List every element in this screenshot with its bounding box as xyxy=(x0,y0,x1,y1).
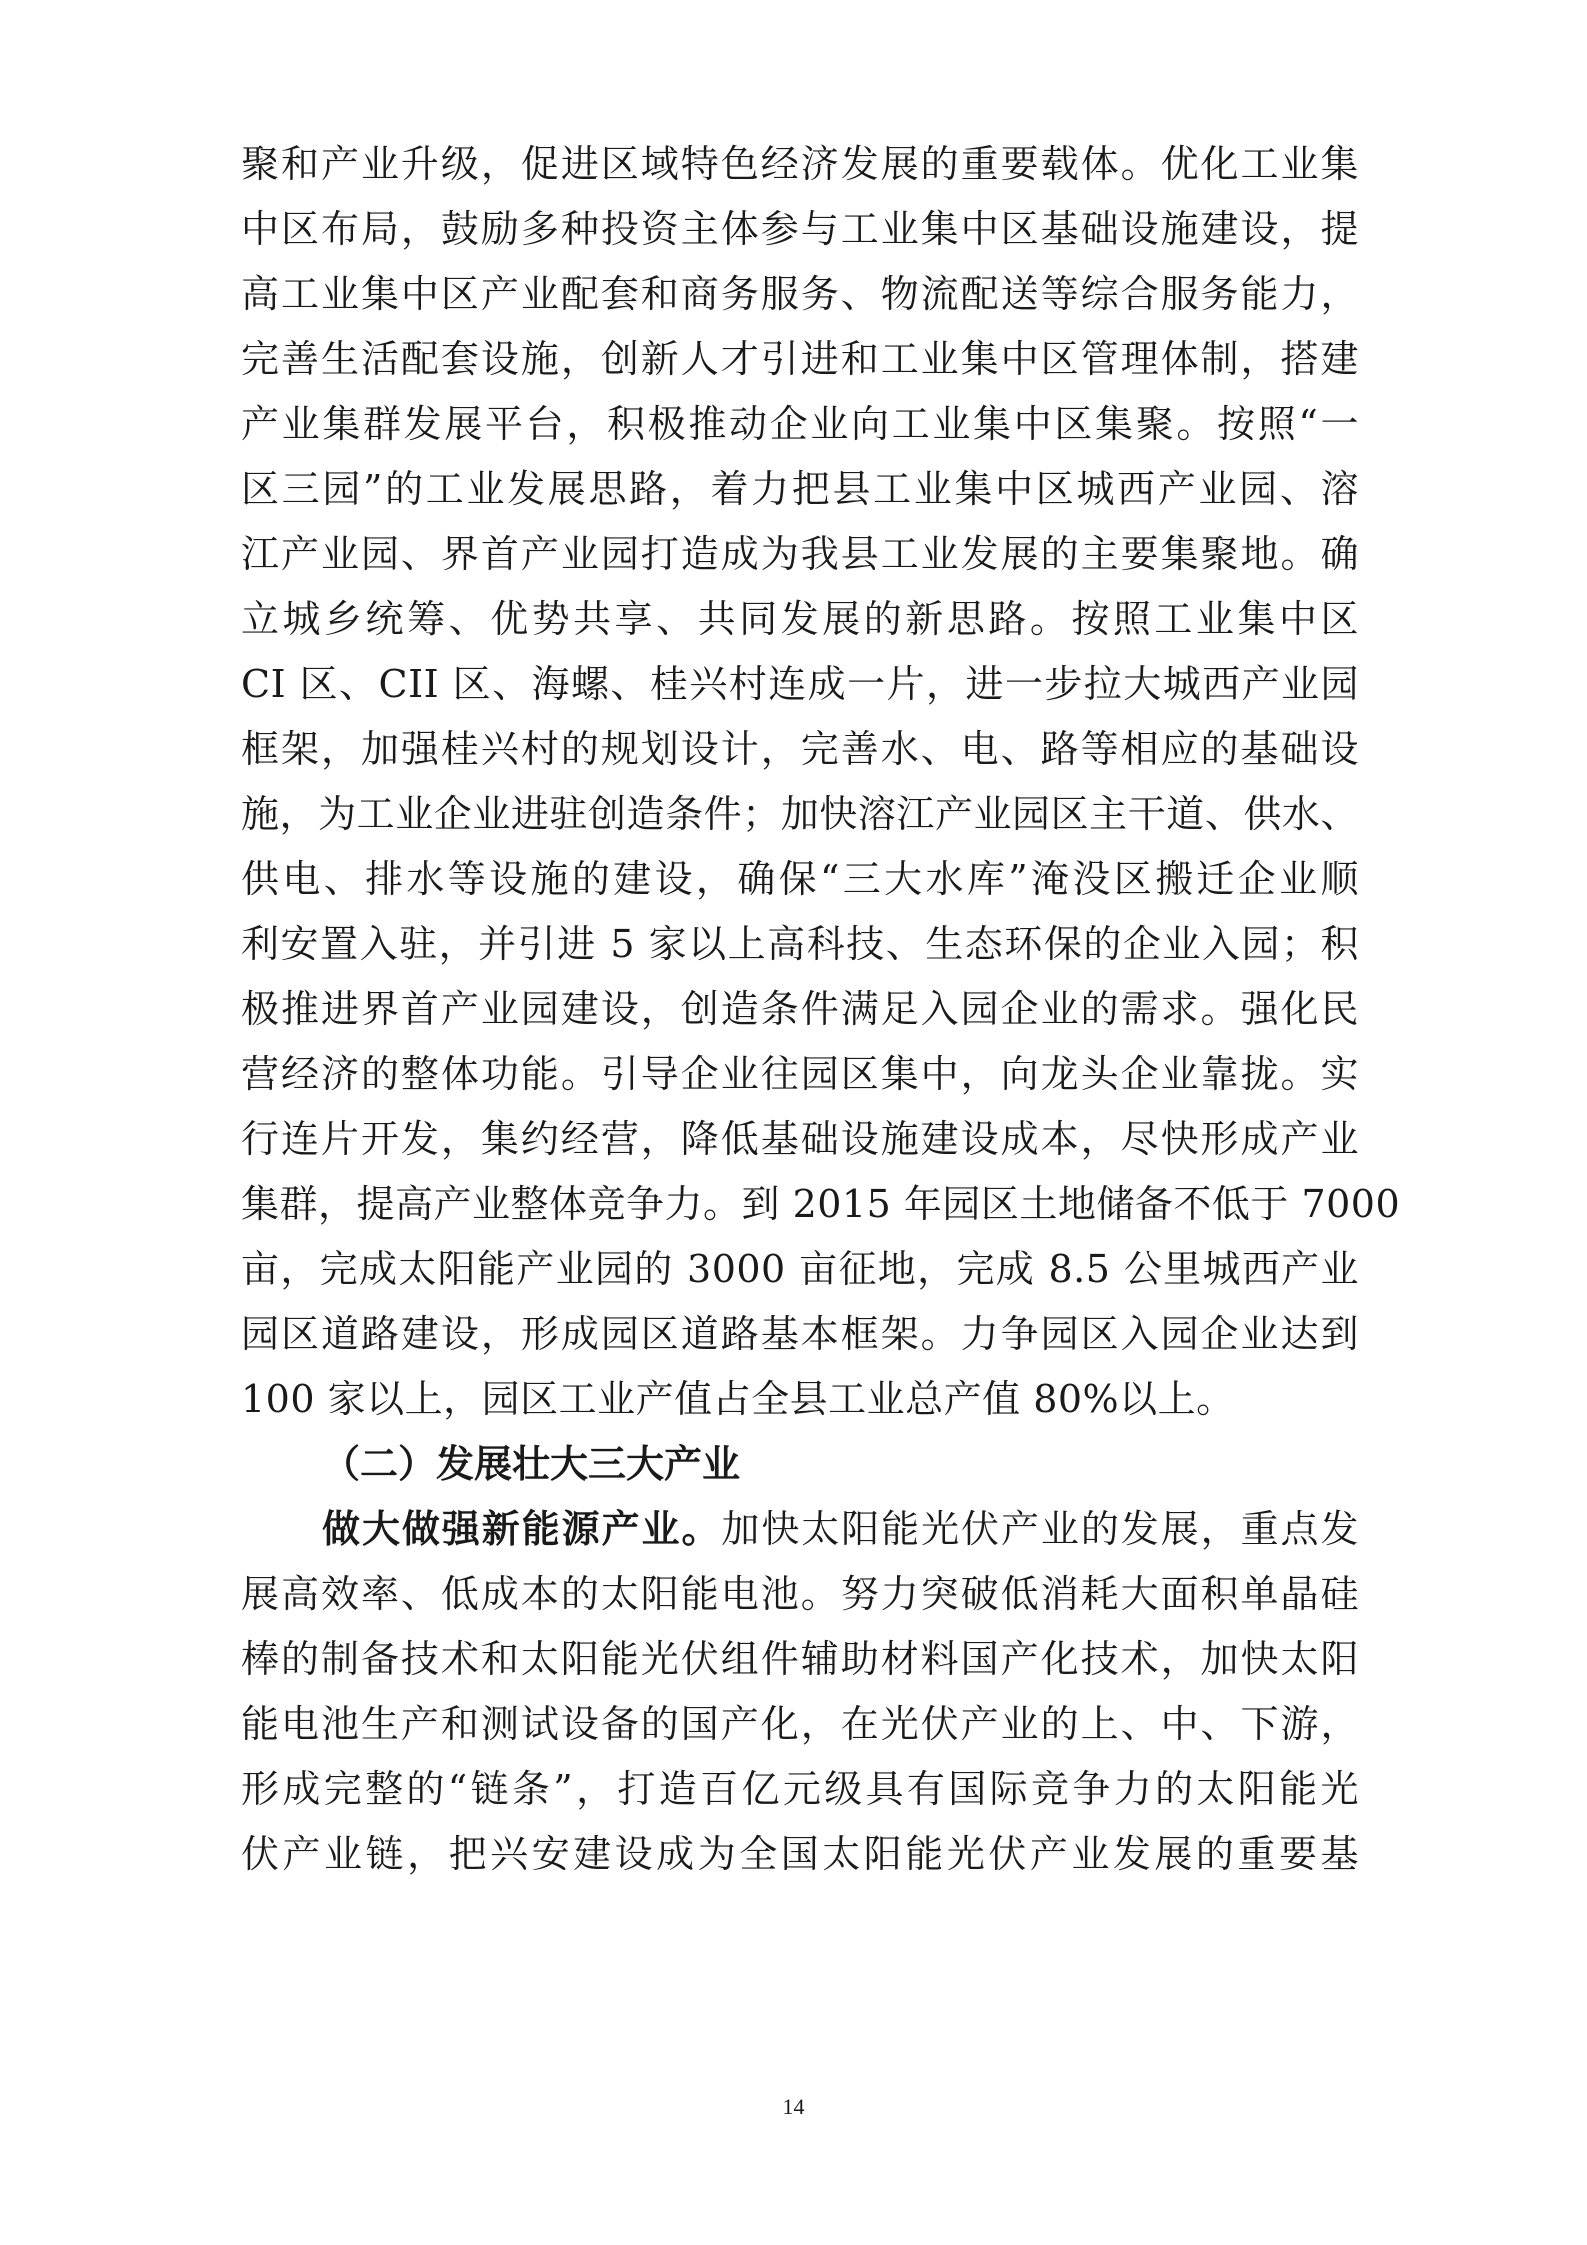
paragraph-line: 极推进界首产业园建设，创造条件满足入园企业的需求。强化民 xyxy=(241,987,1359,1031)
paragraph-line: CI 区、CII 区、海螺、桂兴村连成一片，进一步拉大城西产业园 xyxy=(241,662,1359,706)
paragraph-line: 伏产业链，把兴安建设成为全国太阳能光伏产业发展的重要基 xyxy=(241,1832,1359,1876)
paragraph-line: 100 家以上，园区工业产值占全县工业总产值 80%以上。 xyxy=(241,1377,1235,1421)
paragraph-line: 中区布局，鼓励多种投资主体参与工业集中区基础设施建设，提 xyxy=(241,207,1359,251)
paragraph-line: 行连片开发，集约经营，降低基础设施建设成本，尽快形成产业 xyxy=(241,1117,1359,1161)
paragraph-line: 营经济的整体功能。引导企业往园区集中，向龙头企业靠拢。实 xyxy=(241,1052,1359,1096)
paragraph-line: 园区道路建设，形成园区道路基本框架。力争园区入园企业达到 xyxy=(241,1312,1359,1356)
paragraph-line: 能电池生产和测试设备的国产化，在光伏产业的上、中、下游， xyxy=(241,1702,1359,1746)
paragraph-lead: 做大做强新能源产业。 xyxy=(322,1506,722,1551)
paragraph-line: 展高效率、低成本的太阳能电池。努力突破低消耗大面积单晶硅 xyxy=(241,1572,1359,1616)
paragraph-line: 区三园”的工业发展思路，着力把县工业集中区城西产业园、溶 xyxy=(241,467,1359,511)
paragraph-line: 聚和产业升级，促进区域特色经济发展的重要载体。优化工业集 xyxy=(241,142,1359,186)
paragraph-line: 施，为工业企业进驻创造条件；加快溶江产业园区主干道、供水、 xyxy=(241,792,1359,836)
paragraph-line: 形成完整的“链条”，打造百亿元级具有国际竞争力的太阳能光 xyxy=(241,1767,1359,1811)
paragraph-first-line xyxy=(322,1496,1359,1562)
paragraph-line: 江产业园、界首产业园打造成为我县工业发展的主要集聚地。确 xyxy=(241,532,1359,576)
paragraph-line: 完善生活配套设施，创新人才引进和工业集中区管理体制，搭建 xyxy=(241,337,1359,381)
paragraph-line: 框架，加强桂兴村的规划设计，完善水、电、路等相应的基础设 xyxy=(241,727,1359,771)
paragraph-line: 集群，提高产业整体竞争力。到 2015 年园区土地储备不低于 7000 xyxy=(241,1182,1401,1226)
paragraph-line: 亩，完成太阳能产业园的 3000 亩征地，完成 8.5 公里城西产业 xyxy=(241,1247,1359,1291)
page-number: 14 xyxy=(782,2094,805,2119)
paragraph-line: 产业集群发展平台，积极推动企业向工业集中区集聚。按照“一 xyxy=(241,402,1359,446)
paragraph-line: 棒的制备技术和太阳能光伏组件辅助材料国产化技术，加快太阳 xyxy=(241,1637,1359,1681)
paragraph-first-line-text: 加快太阳能光伏产业的发展，重点发 xyxy=(721,1507,1359,1551)
paragraph-line: 高工业集中区产业配套和商务服务、物流配送等综合服务能力， xyxy=(241,272,1359,316)
paragraph-line: 供电、排水等设施的建设，确保“三大水库”淹没区搬迁企业顺 xyxy=(241,857,1359,901)
section-heading: （二）发展壮大三大产业 xyxy=(322,1441,741,1486)
paragraph-line: 立城乡统筹、优势共享、共同发展的新思路。按照工业集中区 xyxy=(241,597,1359,641)
paragraph-line: 利安置入驻，并引进 5 家以上高科技、生态环保的企业入园；积 xyxy=(241,922,1359,966)
